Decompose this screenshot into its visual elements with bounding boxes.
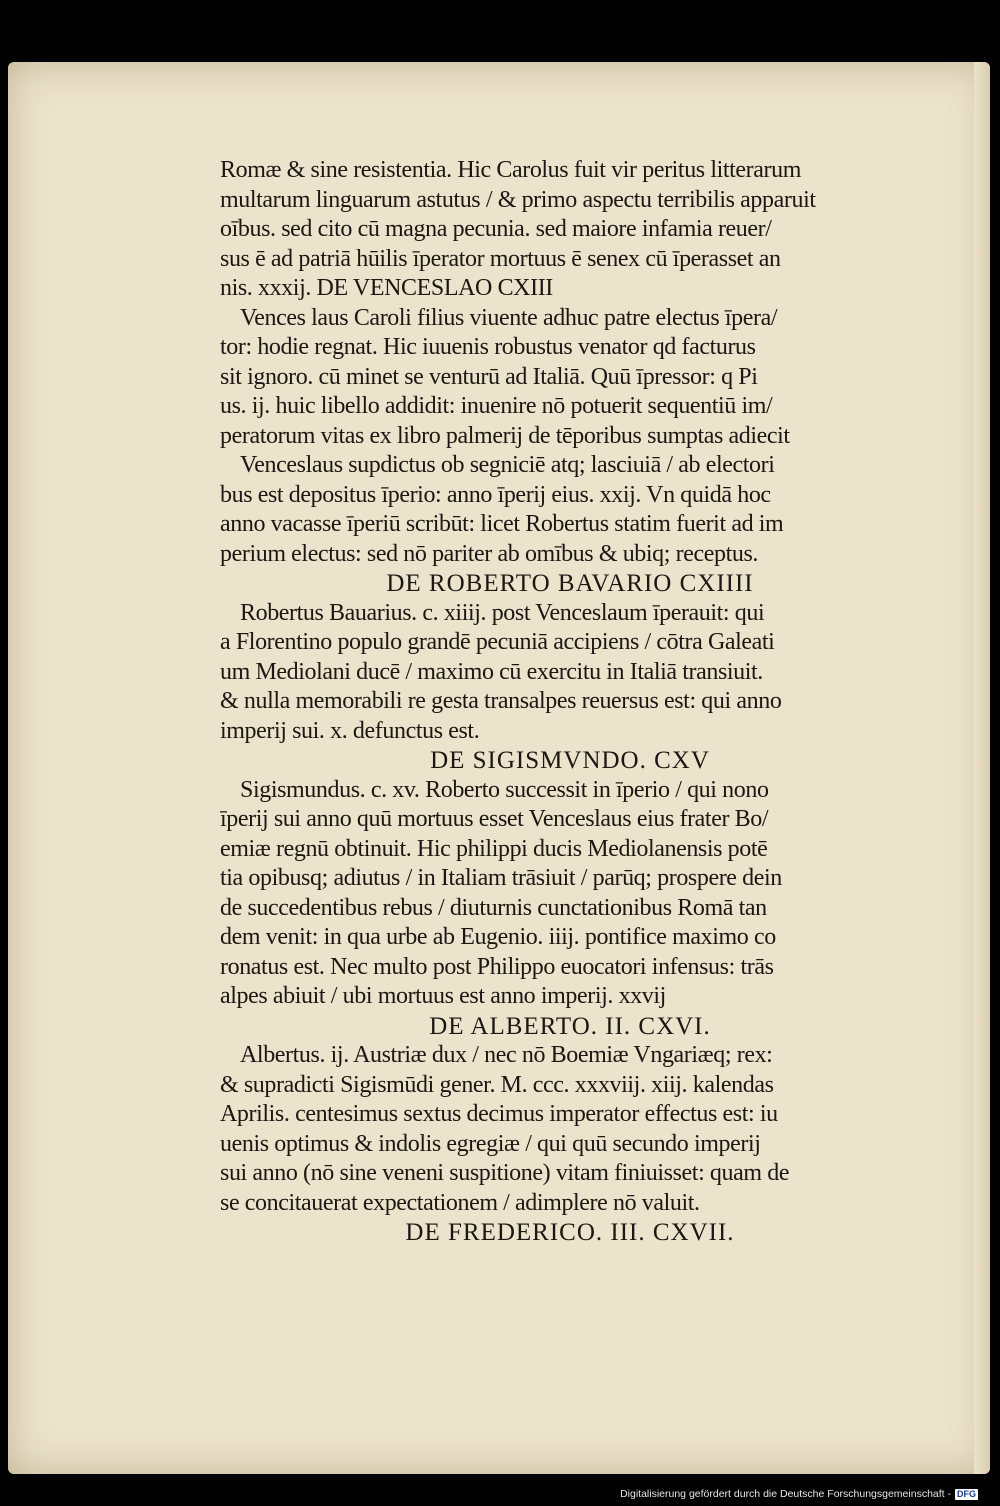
- section-heading: DE SIGISMVNDO. CXV: [430, 747, 710, 774]
- text-line: perium electus: sed nō pariter ab omībus & ubiq; receptus.: [220, 540, 758, 567]
- page-text-block: [220, 156, 920, 1248]
- text-line: tor: hodie regnat. Hic iuuenis robustus venator qd facturus: [220, 334, 756, 360]
- text-line: Albertus. ij. Austriæ dux / nec nō Boemiæ Vngariæq; rex:: [240, 1042, 773, 1068]
- text-line: alpes abiuit / ubi mortuus est anno imperij. xxvij: [220, 983, 666, 1009]
- text-line: Venceslaus supdictus ob segniciē atq; lasciuiā / ab electori: [240, 452, 775, 478]
- text-line: & supradicti Sigismūdi gener. M. ccc. xxxviij. xiij. kalendas: [220, 1071, 774, 1098]
- text-line: peratorum vitas ex libro palmerij de tēporibus sumptas adiecit: [220, 422, 790, 449]
- text-line: a Florentino populo grandē pecuniā accipiens / cōtra Galeati: [220, 629, 775, 655]
- footer-credit-text: Digitalisierung gefördert durch die Deutsche Forschungsgemeinschaft -: [620, 1488, 951, 1500]
- text-line: Sigismundus. c. xv. Roberto successit in īperio / qui nono: [240, 776, 769, 803]
- text-line: uenis optimus & indolis egregiæ / qui quū secundo imperij: [220, 1130, 761, 1157]
- text-line: emiæ regnū obtinuit. Hic philippi ducis Mediolanensis potē: [220, 835, 768, 862]
- text-line: Vences laus Caroli filius viuente adhuc patre electus īpera/: [240, 304, 778, 331]
- text-line: anno vacasse īperiū scribūt: licet Robertus statim fuerit ad im: [220, 511, 784, 537]
- text-line: se concitauerat expectationem / adimplere nō valuit.: [220, 1189, 700, 1216]
- text-line: sus ē ad patriā hūilis īperator mortuus ē senex cū īperasset an: [220, 245, 781, 272]
- text-line: imperij sui. x. defunctus est.: [220, 717, 480, 744]
- section-heading: DE ROBERTO BAVARIO CXIIII: [386, 570, 754, 597]
- dfg-logo: DFG: [957, 1488, 976, 1499]
- text-line: multarum linguarum astutus / & primo aspectu terribilis apparuit: [220, 186, 816, 213]
- section-heading: DE FREDERICO. III. CXVII.: [405, 1219, 735, 1246]
- section-heading: DE ALBERTO. II. CXVI.: [429, 1012, 711, 1040]
- text-line: de succedentibus rebus / diuturnis cunctationibus Romā tan: [220, 894, 767, 921]
- digitization-footer: [620, 1486, 978, 1502]
- text-line: Aprilis. centesimus sextus decimus imperator effectus est: iu: [220, 1101, 778, 1127]
- text-line: dem venit: in qua urbe ab Eugenio. iiij. pontifice maximo co: [220, 924, 776, 950]
- text-line: sui anno (nō sine veneni suspitione) vitam finiuisset: quam de: [220, 1160, 790, 1186]
- text-line: īperij sui anno quū mortuus esset Venceslaus eius frater Bo/: [220, 806, 769, 832]
- text-line: ronatus est. Nec multo post Philippo euocatori infensus: trās: [220, 953, 774, 980]
- text-line: bus est depositus īperio: anno īperij eius. xxij. Vn quidā hoc: [220, 481, 771, 508]
- text-line: tia opibusq; adiutus / in Italiam trāsiuit / parūq; prospere dein: [220, 865, 782, 891]
- text-line: Robertus Bauarius. c. xiiij. post Venceslaum īperauit: qui: [240, 599, 765, 626]
- text-line: um Mediolani ducē / maximo cū exercitu in Italiā transiuit.: [220, 658, 763, 685]
- page-edge: [974, 62, 990, 1474]
- text-line: Romæ & sine resistentia. Hic Carolus fuit vir peritus litterarum: [220, 157, 801, 183]
- text-line: sit ignoro. cū minet se venturū ad Italiā. Quū īpressor: q Pi: [220, 363, 758, 390]
- text-line: oībus. sed cito cū magna pecunia. sed maiore infamia reuer/: [220, 216, 772, 242]
- text-line: nis. xxxij. DE VENCESLAO CXIII: [220, 275, 553, 301]
- text-line: us. ij. huic libello addidit: inuenire nō potuerit sequentiū im/: [220, 393, 773, 419]
- book-page: [8, 62, 990, 1474]
- text-line: & nulla memorabili re gesta transalpes reuersus est: qui anno: [220, 688, 782, 714]
